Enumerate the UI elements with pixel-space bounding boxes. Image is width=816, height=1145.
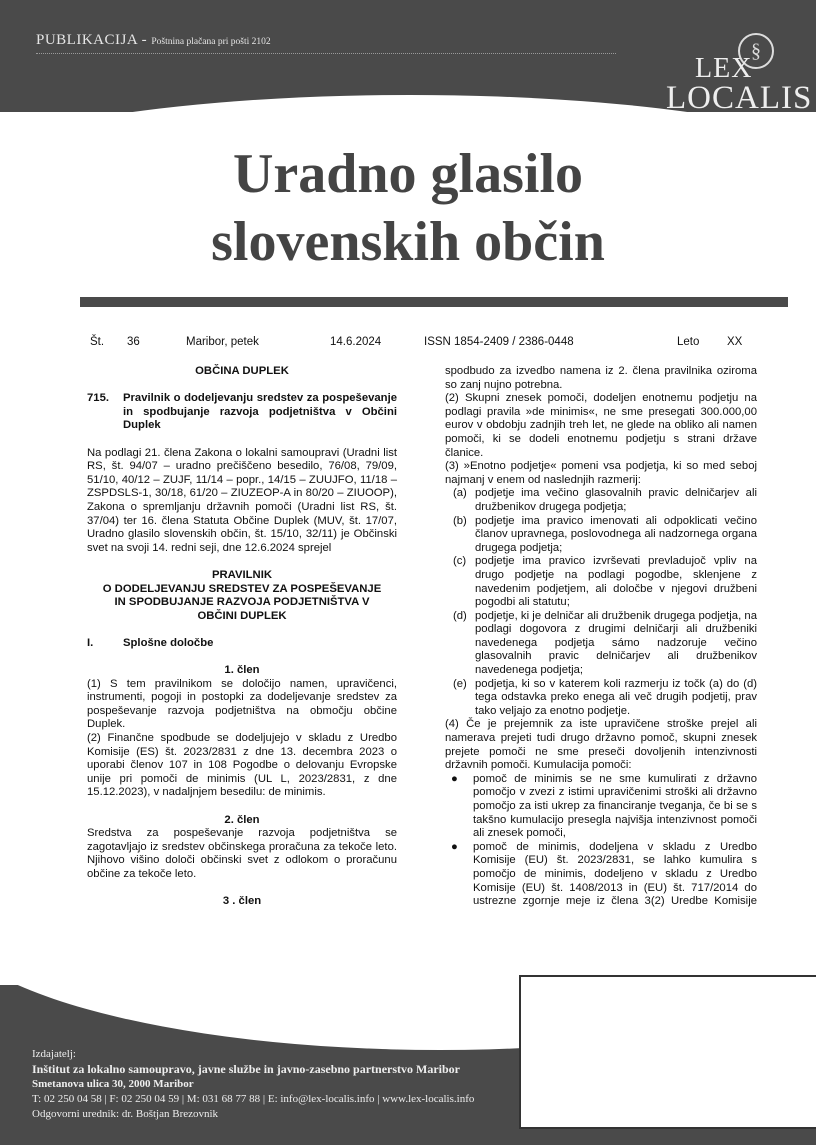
list-item-label: (e) [453, 677, 467, 690]
publication-label [36, 32, 271, 49]
bullet-text: pomoč de minimis se ne sme kumulirati z državno pomočjo v zvezi z istimi upravičenimi stroški ali državno pomočjo za isti ukrep za financiranje tveganja, če bi se s takšno kumulacijo presegla najvišja intenzivnost pomoči ali znesek pomoči, [473, 772, 757, 840]
chapter-heading [87, 637, 397, 651]
list-item [445, 678, 757, 719]
chapter-title: Splošne določbe [123, 636, 214, 649]
issue-number-label: Št. [90, 336, 105, 348]
preamble: Na podlagi 21. člena Zakona o lokalni samoupravi (Uradni list RS, št. 94/07 – uradno prečiščeno besedilo, 76/08, 79/09, 51/10, 40/12 – ZUJF, 11/14 – popr., 14/15 – ZUUJFO, 11/18 – ZSPDSLS-1, 30/18, 61/20 – ZIUZEOP-A in 80/20 – ZIUOOP), Zakona o spremljanju državnih pomoči (Uradni list RS, št. 37/04) ter 16. člena Statuta Občine Duplek (MUV, št. 17/07, Uradno glasilo slovenskih občin, št. 15/10, 32/11) je Občinski svet na svoji 14. redni seji, dne 12.6.2024 sprejel [87, 446, 397, 554]
editor: Odgovorni urednik: dr. Boštjan Brezovnik [32, 1108, 219, 1120]
publisher-contacts: T: 02 250 04 58 | F: 02 250 04 59 | M: 031 68 77 88 | E: info@lex-localis.info | www.lex-localis.info [32, 1093, 475, 1105]
title-line-2: slovenskih občin [211, 211, 605, 273]
act-heading [87, 392, 397, 433]
list-item [445, 555, 757, 609]
list-item-text: podjetje ima pravico izvrševati prevladujoč vpliv na drugo podjetje na podlagi pogodbe, sklenjene z navedenim podjetjem, ali določbe v njegovi družbeni pogodbi ali statutu; [475, 555, 757, 609]
list-item-label: (b) [453, 514, 467, 527]
heading-pravilnik: PRAVILNIK [211, 568, 273, 581]
act-title: Pravilnik o dodeljevanju sredstev za pospeševanje in spodbujanje razvoja podjetništva v Občini Duplek [123, 392, 397, 432]
bullet-text: pomoč de minimis, dodeljena v skladu z Uredbo Komisije (EU) št. 2023/2831, se lahko kumulira s pomočjo de minimis, dodeljeno v skladu z Uredbo Komisije (EU) št. 1408/2013 in (EU) št. 717/2014 do ustrezne zgornje meje iz člena 3(2) Uredbe Komisije [473, 840, 757, 908]
list-item-label: (d) [453, 609, 467, 622]
article-3-continuation: spodbudo za izvedbo namena iz 2. člena pravilnika oziroma so zanj nujno potrebna. [445, 365, 757, 391]
article-2-paragraph: Sredstva za pospeševanje razvoja podjetništva se zagotavljajo iz sredstev občinskega proračuna za tekoče leto. Njihovo višino določi občinski svet z odlokom o proračunu občine za tekoče leto. [87, 827, 397, 880]
right-column [445, 365, 757, 950]
left-column [87, 365, 397, 936]
list-item-text: podjetje, ki je delničar ali družbenik drugega podjetja, na podlagi dogovora z drugimi delničarji ali družbeniki navedenega podjetja sámo nadzoruje večino glasovalnih pravic delničarjev ali družbenikov navedenega podjetja; [475, 609, 757, 677]
logo-lex: LEX [695, 53, 753, 84]
title-line-1: Uradno glasilo [232, 143, 584, 205]
heading-line-2: O DODELJEVANJU SREDSTEV ZA POSPEŠEVANJE [102, 582, 382, 595]
list-item-text: podjetje ima pravico imenovati ali odpoklicati večino članov upravnega, poslovodnega ali nadzornega organa drugega podjetja; [475, 514, 757, 554]
bullet-icon: ● [451, 772, 458, 785]
bullet-icon: ● [451, 840, 458, 853]
issue-number: 36 [127, 336, 140, 348]
list-item-text: podjetja, ki so v katerem koli razmerju iz točk (a) do (d) tega odstavka preko enega ali več drugih podjetij, prav tako veljajo za enotno podjetje. [475, 677, 757, 717]
postnina-text: Poštnina plačana pri pošti 2102 [151, 37, 271, 47]
list-item [445, 487, 757, 514]
title-rule [80, 297, 788, 307]
heading-line-3: IN SPODBUJANJE RAZVOJA PODJETNIŠTVA V [114, 596, 370, 609]
heading-line-4: OBČINI DUPLEK [197, 609, 287, 622]
municipality-heading: OBČINA DUPLEK [195, 365, 289, 377]
article-3-paragraph-4: (4) Če je prejemnik za iste upravičene stroške prejel ali namerava prejeti tudi drugo državno pomoč, skupni znesek prejete pomoči ne sme preseči dovoljenih intenzivnosti državnih pomoči. Kumulacija pomoči: [445, 718, 757, 772]
publisher-address: Smetanova ulica 30, 2000 Maribor [32, 1078, 194, 1090]
list-item-text: podjetje ima večino glasovalnih pravic delničarjev ali družbenikov drugega podjetja; [475, 487, 757, 513]
logo-localis: LOCALIS [666, 80, 813, 116]
list-item-label: (a) [453, 487, 467, 500]
article-1-paragraph-2: (2) Finančne spodbude se dodeljujejo v skladu z Uredbo Komisije (ES) št. 2023/2831 z dne 13. decembra 2023 o uporabi členov 107 in 108 Pogodbe o delovanju Evropske unije pri pomoči de minimis (UL L, 2023/2831, z dne 15.12.2023), v nadaljnjem besedilu: de minimis. [87, 732, 397, 799]
dash: - [137, 32, 152, 48]
bullet-item [445, 773, 757, 841]
publikacija-text: PUBLIKACIJA [36, 32, 138, 48]
list-item-label: (c) [453, 555, 467, 568]
chapter-number: I. [87, 636, 94, 649]
dotted-divider [36, 53, 616, 54]
article-1-paragraph-1: (1) S tem pravilnikom se določijo namen, upravičenci, instrumenti, pogoji in postopki za dodeljevanje sredstev za pospeševanje razvoja podjetništva na območju občine Duplek. [87, 677, 397, 731]
year-label: Leto [677, 336, 700, 348]
article-3-paragraph-2: (2) Skupni znesek pomoči, dodeljen enotnemu podjetju na podlagi pravila »de minimis«, ne sme presegati 300.000,00 eurov v obdobju zadnjih treh let, ne glede na obliko ali namen pomoči, ki se dodeli enotnemu podjetju s strani države članice. [445, 392, 757, 459]
publisher-label: Izdajatelj: [32, 1048, 76, 1060]
paragraph-sign-icon: § [738, 33, 774, 69]
list-item [445, 610, 757, 678]
publisher-name: Inštitut za lokalno samoupravo, javne službe in javno-zasebno partnerstvo Maribor [32, 1062, 461, 1076]
article-1-heading: 1. člen [224, 664, 260, 677]
place-day: Maribor, petek [186, 336, 259, 348]
article-2-heading: 2. člen [224, 813, 260, 826]
article-3-heading: 3 . člen [222, 895, 262, 908]
year-value: XX [727, 336, 743, 348]
publisher-info [32, 1047, 474, 1122]
issn: ISSN 1854-2409 / 2386-0448 [424, 336, 574, 348]
issue-date: 14.6.2024 [330, 336, 382, 348]
act-number: 715. [87, 392, 109, 405]
article-3-paragraph-3: (3) »Enotno podjetje« pomeni vsa podjetja, ki so med seboj najmanj v enem od naslednjih razmerij: [445, 460, 757, 486]
list-item [445, 515, 757, 556]
address-box [519, 975, 816, 1129]
